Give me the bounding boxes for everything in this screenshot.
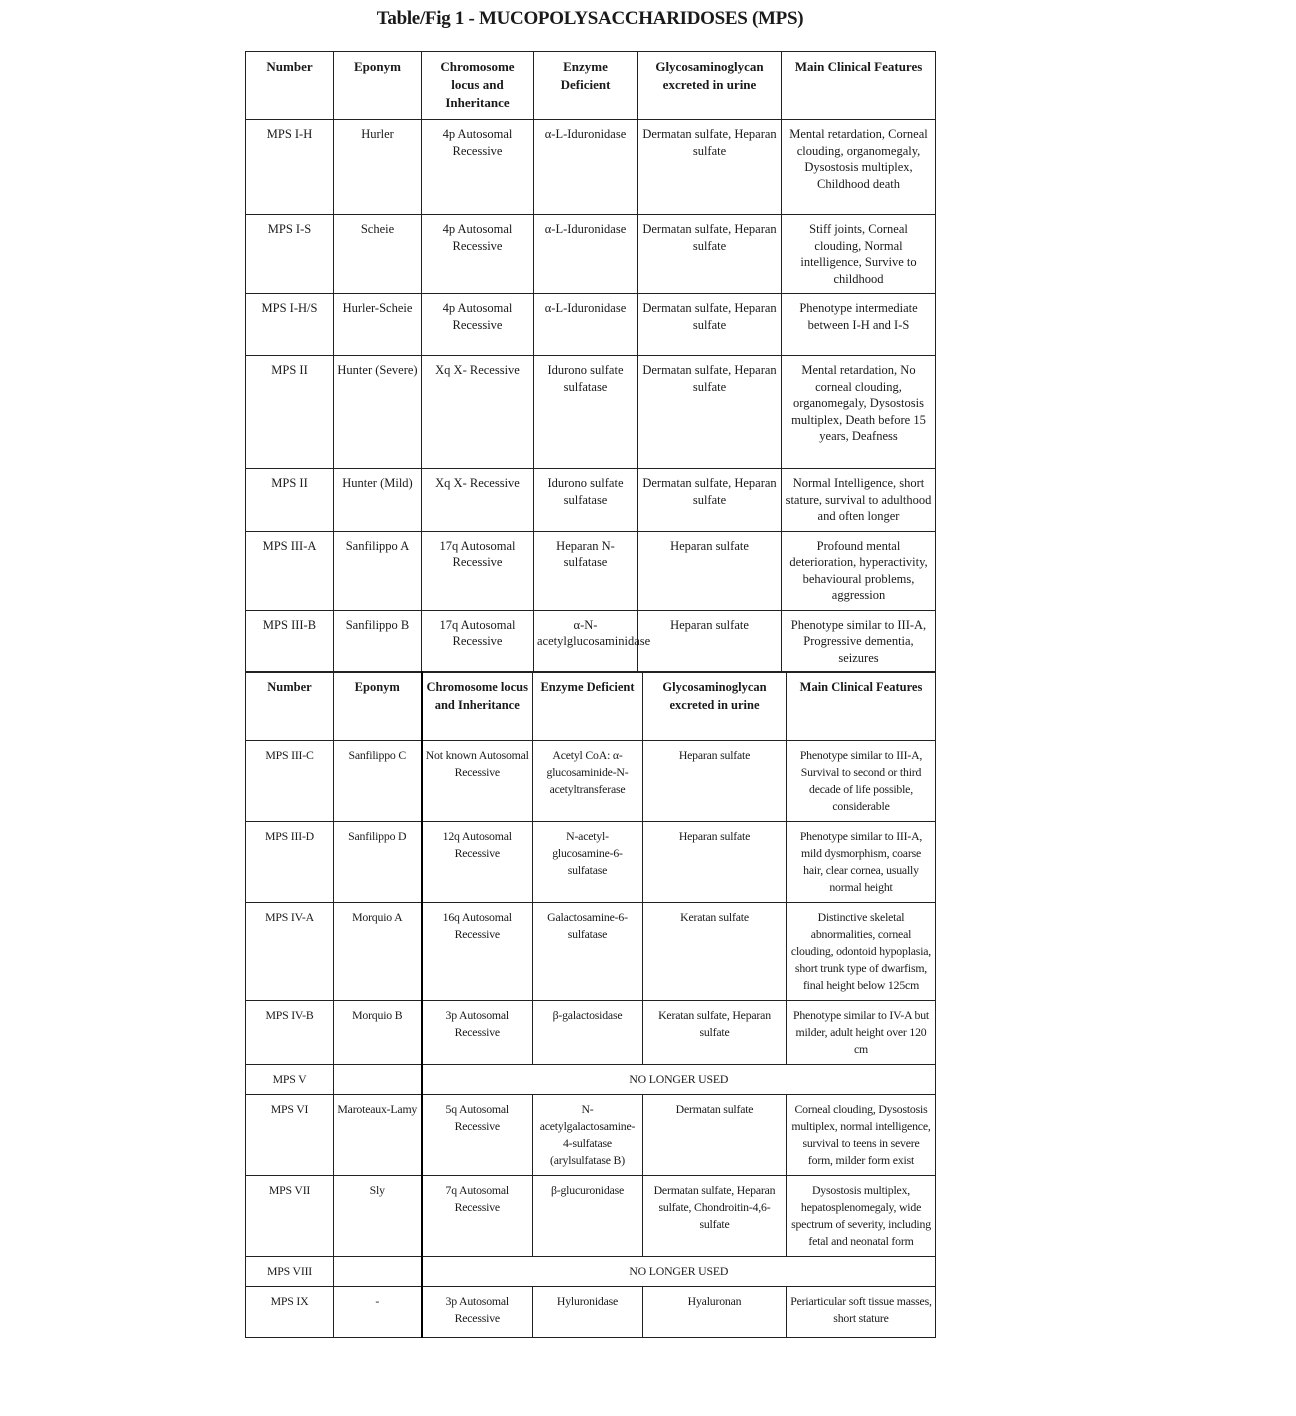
cell-number: MPS III-B bbox=[246, 610, 334, 673]
cell-number: MPS III-C bbox=[246, 741, 334, 822]
cell-enzyme: N-acetyl-glucosamine-6-sulfatase bbox=[533, 822, 643, 903]
cell-eponym bbox=[334, 1065, 422, 1095]
cell-eponym: Morquio B bbox=[334, 1001, 422, 1065]
cell-clinical-features: Normal Intelligence, short stature, survival to adulthood and often longer bbox=[782, 469, 936, 532]
cell-clinical-features: Phenotype similar to III-A, Progressive dementia, seizures bbox=[782, 610, 936, 673]
cell-clinical-features: Phenotype intermediate between I-H and I-S bbox=[782, 294, 936, 356]
cell-eponym: Sly bbox=[334, 1176, 422, 1257]
cell-clinical-features: Phenotype similar to III-A, mild dysmorphism, coarse hair, clear cornea, usually normal height bbox=[787, 822, 936, 903]
cell-chromosome: 16q Autosomal Recessive bbox=[422, 903, 533, 1001]
table-row bbox=[246, 741, 936, 822]
cell-clinical-features: Mental retardation, No corneal clouding, organomegaly, Dysostosis multiplex, Death before 15 years, Deafness bbox=[782, 356, 936, 469]
cell-glycosaminoglycan: Heparan sulfate bbox=[638, 531, 782, 610]
cell-eponym: - bbox=[334, 1287, 422, 1338]
cell-eponym: Maroteaux-Lamy bbox=[334, 1095, 422, 1176]
cell-clinical-features: Mental retardation, Corneal clouding, organomegaly, Dysostosis multiplex, Childhood death bbox=[782, 120, 936, 215]
cell-eponym: Morquio A bbox=[334, 903, 422, 1001]
table-row bbox=[246, 469, 936, 532]
header-glycosaminoglycan: Glycosaminoglycan excreted in urine bbox=[638, 52, 782, 120]
cell-glycosaminoglycan: Heparan sulfate bbox=[638, 610, 782, 673]
header-chromosome: Chromosome locus and Inheritance bbox=[422, 672, 533, 741]
header-eponym: Eponym bbox=[334, 52, 422, 120]
cell-glycosaminoglycan: Keratan sulfate, Heparan sulfate bbox=[643, 1001, 787, 1065]
cell-number: MPS IV-A bbox=[246, 903, 334, 1001]
table-row bbox=[246, 822, 936, 903]
header-enzyme: Enzyme Deficient bbox=[533, 672, 643, 741]
cell-glycosaminoglycan: Hyaluronan bbox=[643, 1287, 787, 1338]
mps-table-part-1 bbox=[245, 51, 936, 673]
cell-number: MPS III-A bbox=[246, 531, 334, 610]
cell-number: MPS VIII bbox=[246, 1257, 334, 1287]
table-header-row bbox=[246, 52, 936, 120]
header-glycosaminoglycan: Glycosaminoglycan excreted in urine bbox=[643, 672, 787, 741]
cell-number: MPS II bbox=[246, 469, 334, 532]
cell-enzyme: α-L-Iduronidase bbox=[534, 215, 638, 294]
cell-chromosome: 5q Autosomal Recessive bbox=[422, 1095, 533, 1176]
cell-glycosaminoglycan: Dermatan sulfate, Heparan sulfate bbox=[638, 294, 782, 356]
table-row bbox=[246, 610, 936, 673]
table-row bbox=[246, 531, 936, 610]
cell-eponym: Hurler-Scheie bbox=[334, 294, 422, 356]
cell-chromosome: Not known Autosomal Recessive bbox=[422, 741, 533, 822]
cell-glycosaminoglycan: Dermatan sulfate bbox=[643, 1095, 787, 1176]
cell-clinical-features: Periarticular soft tissue masses, short stature bbox=[787, 1287, 936, 1338]
cell-chromosome: Xq X- Recessive bbox=[422, 469, 534, 532]
cell-clinical-features: Phenotype similar to III-A, Survival to second or third decade of life possible, considerable bbox=[787, 741, 936, 822]
cell-chromosome: 3p Autosomal Recessive bbox=[422, 1287, 533, 1338]
cell-chromosome: 4p Autosomal Recessive bbox=[422, 215, 534, 294]
cell-glycosaminoglycan: Dermatan sulfate, Heparan sulfate, Chondroitin-4,6-sulfate bbox=[643, 1176, 787, 1257]
table-row bbox=[246, 120, 936, 215]
cell-enzyme: α-L-Iduronidase bbox=[534, 294, 638, 356]
cell-number: MPS VI bbox=[246, 1095, 334, 1176]
cell-clinical-features: Corneal clouding, Dysostosis multiplex, normal intelligence, survival to teens in severe form, milder form exist bbox=[787, 1095, 936, 1176]
cell-enzyme: β-galactosidase bbox=[533, 1001, 643, 1065]
cell-chromosome: 4p Autosomal Recessive bbox=[422, 294, 534, 356]
cell-enzyme: α-L-Iduronidase bbox=[534, 120, 638, 215]
header-clinical-features: Main Clinical Features bbox=[787, 672, 936, 741]
cell-eponym: Sanfilippo B bbox=[334, 610, 422, 673]
table-row bbox=[246, 903, 936, 1001]
cell-enzyme: α-N-acetylglucosaminidase bbox=[534, 610, 638, 673]
cell-enzyme: Galactosamine-6-sulfatase bbox=[533, 903, 643, 1001]
cell-enzyme: N-acetylgalactosamine-4-sulfatase (arylsulfatase B) bbox=[533, 1095, 643, 1176]
cell-glycosaminoglycan: Dermatan sulfate, Heparan sulfate bbox=[638, 469, 782, 532]
header-number: Number bbox=[246, 672, 334, 741]
cell-enzyme: Idurono sulfate sulfatase bbox=[534, 469, 638, 532]
cell-eponym: Hunter (Severe) bbox=[334, 356, 422, 469]
cell-clinical-features: Profound mental deterioration, hyperactivity, behavioural problems, aggression bbox=[782, 531, 936, 610]
cell-chromosome: 4p Autosomal Recessive bbox=[422, 120, 534, 215]
cell-enzyme: Heparan N-sulfatase bbox=[534, 531, 638, 610]
cell-eponym bbox=[334, 1257, 422, 1287]
no-longer-used-note: NO LONGER USED bbox=[422, 1065, 936, 1095]
table-row bbox=[246, 294, 936, 356]
cell-clinical-features: Distinctive skeletal abnormalities, corneal clouding, odontoid hypoplasia, short trunk type of dwarfism, final height below 125cm bbox=[787, 903, 936, 1001]
cell-number: MPS I-H bbox=[246, 120, 334, 215]
cell-glycosaminoglycan: Dermatan sulfate, Heparan sulfate bbox=[638, 356, 782, 469]
cell-glycosaminoglycan: Heparan sulfate bbox=[643, 822, 787, 903]
page-title: Table/Fig 1 - MUCOPOLYSACCHARIDOSES (MPS) bbox=[376, 8, 804, 29]
cell-glycosaminoglycan: Dermatan sulfate, Heparan sulfate bbox=[638, 120, 782, 215]
cell-enzyme: Idurono sulfate sulfatase bbox=[534, 356, 638, 469]
table-header-row bbox=[246, 672, 936, 741]
table-row bbox=[246, 1257, 936, 1287]
table-row bbox=[246, 356, 936, 469]
table-row bbox=[246, 1095, 936, 1176]
table-row bbox=[246, 1065, 936, 1095]
cell-enzyme: Hyluronidase bbox=[533, 1287, 643, 1338]
cell-glycosaminoglycan: Dermatan sulfate, Heparan sulfate bbox=[638, 215, 782, 294]
mps-table-part-2 bbox=[245, 671, 936, 1338]
cell-clinical-features: Dysostosis multiplex, hepatosplenomegaly, wide spectrum of severity, including fetal and neonatal form bbox=[787, 1176, 936, 1257]
cell-number: MPS III-D bbox=[246, 822, 334, 903]
cell-chromosome: 17q Autosomal Recessive bbox=[422, 531, 534, 610]
cell-glycosaminoglycan: Heparan sulfate bbox=[643, 741, 787, 822]
cell-number: MPS I-H/S bbox=[246, 294, 334, 356]
header-eponym: Eponym bbox=[334, 672, 422, 741]
cell-number: MPS IX bbox=[246, 1287, 334, 1338]
cell-chromosome: 3p Autosomal Recessive bbox=[422, 1001, 533, 1065]
cell-eponym: Hurler bbox=[334, 120, 422, 215]
cell-chromosome: 12q Autosomal Recessive bbox=[422, 822, 533, 903]
cell-eponym: Scheie bbox=[334, 215, 422, 294]
table-row bbox=[246, 1001, 936, 1065]
table-row bbox=[246, 1176, 936, 1257]
cell-clinical-features: Stiff joints, Corneal clouding, Normal intelligence, Survive to childhood bbox=[782, 215, 936, 294]
header-chromosome: Chromosome locus and Inheritance bbox=[422, 52, 534, 120]
header-enzyme: Enzyme Deficient bbox=[534, 52, 638, 120]
cell-eponym: Sanfilippo A bbox=[334, 531, 422, 610]
header-clinical-features: Main Clinical Features bbox=[782, 52, 936, 120]
cell-eponym: Hunter (Mild) bbox=[334, 469, 422, 532]
table-row bbox=[246, 1287, 936, 1338]
cell-enzyme: Acetyl CoA: α-glucosaminide-N-acetyltransferase bbox=[533, 741, 643, 822]
cell-eponym: Sanfilippo C bbox=[334, 741, 422, 822]
cell-glycosaminoglycan: Keratan sulfate bbox=[643, 903, 787, 1001]
cell-number: MPS VII bbox=[246, 1176, 334, 1257]
cell-chromosome: 7q Autosomal Recessive bbox=[422, 1176, 533, 1257]
cell-number: MPS IV-B bbox=[246, 1001, 334, 1065]
cell-clinical-features: Phenotype similar to IV-A but milder, adult height over 120 cm bbox=[787, 1001, 936, 1065]
cell-number: MPS II bbox=[246, 356, 334, 469]
cell-enzyme: β-glucuronidase bbox=[533, 1176, 643, 1257]
table-row bbox=[246, 215, 936, 294]
cell-number: MPS I-S bbox=[246, 215, 334, 294]
cell-chromosome: 17q Autosomal Recessive bbox=[422, 610, 534, 673]
cell-chromosome: Xq X- Recessive bbox=[422, 356, 534, 469]
cell-number: MPS V bbox=[246, 1065, 334, 1095]
cell-eponym: Sanfilippo D bbox=[334, 822, 422, 903]
no-longer-used-note: NO LONGER USED bbox=[422, 1257, 936, 1287]
header-number: Number bbox=[246, 52, 334, 120]
